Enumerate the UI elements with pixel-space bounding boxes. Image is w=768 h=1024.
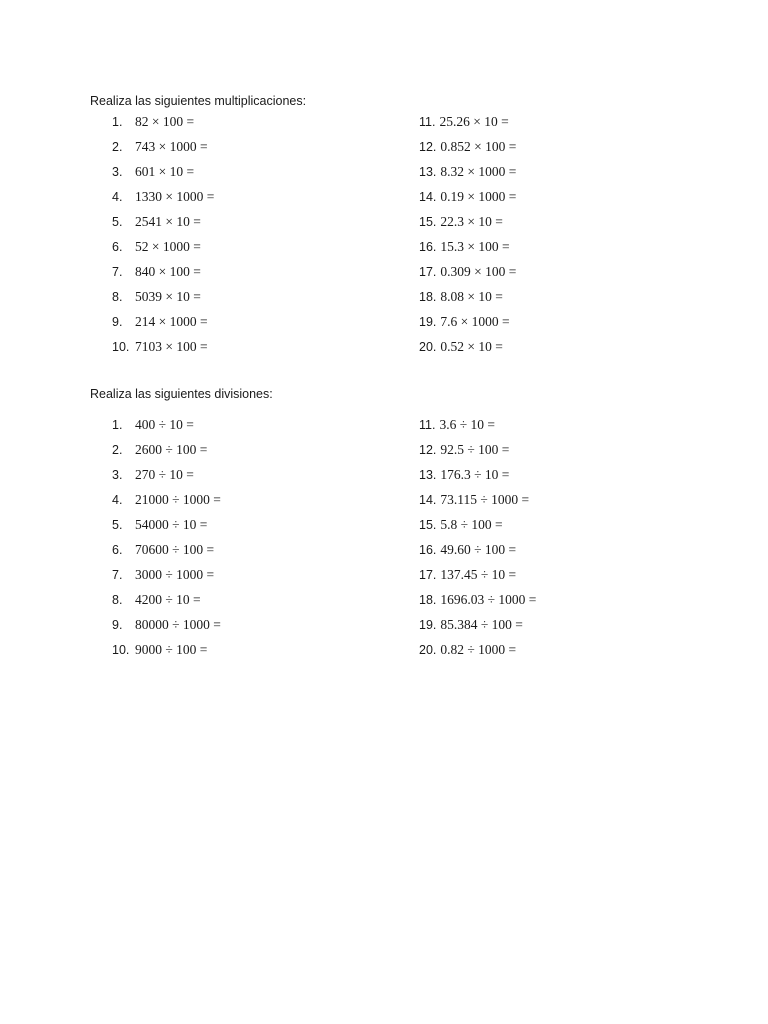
- exercise-number: 13.: [419, 164, 437, 179]
- exercise-item: [419, 412, 739, 437]
- exercise-item: [112, 412, 432, 437]
- exercise-expression: 49.60 ÷ 100 =: [440, 542, 517, 558]
- exercise-item: [419, 234, 739, 259]
- exercise-item: [112, 310, 432, 335]
- exercise-expression: 1330 × 1000 =: [135, 188, 215, 204]
- exercise-item: [112, 260, 432, 285]
- exercise-item: [419, 310, 739, 335]
- exercise-expression: 0.309 × 100 =: [440, 264, 517, 280]
- exercise-item: [112, 588, 432, 613]
- exercise-item: [419, 209, 739, 234]
- exercise-number: 8.: [112, 290, 123, 305]
- exercise-expression: 840 × 100 =: [135, 264, 201, 280]
- exercise-item: [112, 487, 432, 512]
- exercise-item: [419, 462, 739, 487]
- exercise-number: 13.: [419, 467, 437, 482]
- exercise-item: [112, 437, 432, 462]
- exercise-item: [419, 613, 739, 638]
- exercise-expression: 52 × 1000 =: [135, 239, 201, 255]
- exercise-item: [112, 159, 432, 184]
- exercise-number: 9.: [112, 315, 123, 330]
- exercise-expression: 3.6 ÷ 10 =: [439, 416, 495, 432]
- exercise-number: 14.: [419, 189, 437, 204]
- exercise-expression: 0.19 × 1000 =: [440, 188, 517, 204]
- exercise-number: 1.: [112, 114, 123, 129]
- exercise-item: [112, 209, 432, 234]
- exercise-item: [419, 109, 739, 134]
- exercise-number: 15.: [419, 517, 437, 532]
- exercise-expression: 0.52 × 10 =: [440, 339, 503, 355]
- exercise-number: 8.: [112, 593, 123, 608]
- exercise-expression: 1696.03 ÷ 1000 =: [440, 592, 537, 608]
- exercise-number: 18.: [419, 290, 437, 305]
- multiplications-heading: Realiza las siguientes multiplicaciones:: [90, 94, 307, 108]
- divisions-right-list: [419, 412, 739, 663]
- exercise-number: 12.: [419, 139, 437, 154]
- exercise-item: [419, 487, 739, 512]
- exercise-expression: 25.26 × 10 =: [439, 113, 509, 129]
- exercise-item: [112, 462, 432, 487]
- exercise-expression: 70600 ÷ 100 =: [135, 542, 215, 558]
- exercise-number: 7.: [112, 265, 123, 280]
- exercise-item: [419, 285, 739, 310]
- exercise-expression: 92.5 ÷ 100 =: [440, 441, 510, 457]
- exercise-expression: 5.8 ÷ 100 =: [440, 516, 503, 532]
- exercise-item: [112, 537, 432, 562]
- exercise-number: 6.: [112, 543, 123, 558]
- exercise-item: [112, 638, 432, 663]
- exercise-number: 4.: [112, 189, 123, 204]
- exercise-number: 16.: [419, 543, 437, 558]
- divisions-heading: Realiza las siguientes divisiones:: [90, 387, 273, 401]
- exercise-expression: 270 ÷ 10 =: [135, 466, 194, 482]
- exercise-expression: 22.3 × 10 =: [440, 213, 503, 229]
- exercise-expression: 601 × 10 =: [135, 163, 195, 179]
- exercise-number: 19.: [419, 315, 437, 330]
- exercise-item: [419, 159, 739, 184]
- exercise-item: [419, 638, 739, 663]
- exercise-number: 17.: [419, 265, 437, 280]
- exercise-expression: 2541 × 10 =: [135, 213, 201, 229]
- divisions-left-list: [112, 412, 432, 663]
- exercise-item: [112, 335, 432, 360]
- exercise-expression: 9000 ÷ 100 =: [135, 642, 208, 658]
- exercise-expression: 2600 ÷ 100 =: [135, 441, 208, 457]
- exercise-expression: 743 × 1000 =: [135, 138, 208, 154]
- exercise-item: [419, 134, 739, 159]
- exercise-item: [112, 109, 432, 134]
- exercise-item: [419, 260, 739, 285]
- exercise-expression: 176.3 ÷ 10 =: [440, 466, 510, 482]
- exercise-number: 20.: [419, 340, 437, 355]
- exercise-number: 11.: [419, 417, 436, 432]
- exercise-expression: 85.384 ÷ 100 =: [440, 617, 523, 633]
- exercise-expression: 137.45 ÷ 10 =: [440, 567, 517, 583]
- exercise-item: [419, 335, 739, 360]
- exercise-expression: 80000 ÷ 1000 =: [135, 617, 221, 633]
- exercise-number: 1.: [112, 417, 123, 432]
- exercise-number: 20.: [419, 643, 437, 658]
- exercise-number: 4.: [112, 492, 123, 507]
- exercise-expression: 0.852 × 100 =: [440, 138, 517, 154]
- exercise-number: 10.: [112, 340, 130, 355]
- exercise-number: 3.: [112, 164, 123, 179]
- exercise-item: [112, 613, 432, 638]
- exercise-item: [112, 134, 432, 159]
- exercise-number: 2.: [112, 442, 123, 457]
- exercise-item: [112, 234, 432, 259]
- exercise-item: [419, 588, 739, 613]
- exercise-expression: 214 × 1000 =: [135, 314, 208, 330]
- exercise-expression: 82 × 100 =: [135, 113, 195, 129]
- exercise-expression: 15.3 × 100 =: [440, 239, 510, 255]
- exercise-number: 17.: [419, 568, 437, 583]
- exercise-number: 9.: [112, 618, 123, 633]
- exercise-number: 3.: [112, 467, 123, 482]
- exercise-expression: 73.115 ÷ 1000 =: [440, 491, 530, 507]
- exercise-expression: 21000 ÷ 1000 =: [135, 491, 221, 507]
- exercise-expression: 400 ÷ 10 =: [135, 416, 194, 432]
- exercise-item: [419, 437, 739, 462]
- exercise-expression: 0.82 ÷ 1000 =: [440, 642, 517, 658]
- multiplications-left-list: [112, 109, 432, 360]
- exercise-item: [419, 512, 739, 537]
- exercise-expression: 5039 × 10 =: [135, 289, 201, 305]
- exercise-expression: 4200 ÷ 10 =: [135, 592, 201, 608]
- exercise-number: 11.: [419, 114, 436, 129]
- exercise-item: [112, 512, 432, 537]
- exercise-number: 14.: [419, 492, 437, 507]
- exercise-item: [112, 184, 432, 209]
- exercise-item: [419, 184, 739, 209]
- exercise-number: 18.: [419, 593, 437, 608]
- exercise-number: 7.: [112, 568, 123, 583]
- exercise-number: 12.: [419, 442, 437, 457]
- exercise-number: 5.: [112, 517, 123, 532]
- exercise-item: [419, 563, 739, 588]
- exercise-expression: 7103 × 100 =: [135, 339, 208, 355]
- exercise-number: 5.: [112, 214, 123, 229]
- exercise-expression: 8.08 × 10 =: [440, 289, 503, 305]
- exercise-expression: 54000 ÷ 10 =: [135, 516, 208, 532]
- exercise-number: 6.: [112, 240, 123, 255]
- exercise-number: 16.: [419, 240, 437, 255]
- exercise-item: [419, 537, 739, 562]
- exercise-number: 2.: [112, 139, 123, 154]
- multiplications-right-list: [419, 109, 739, 360]
- exercise-item: [112, 563, 432, 588]
- exercise-expression: 7.6 × 1000 =: [440, 314, 510, 330]
- exercise-number: 19.: [419, 618, 437, 633]
- exercise-expression: 8.32 × 1000 =: [440, 163, 517, 179]
- exercise-item: [112, 285, 432, 310]
- exercise-number: 15.: [419, 214, 437, 229]
- exercise-number: 10.: [112, 643, 130, 658]
- exercise-expression: 3000 ÷ 1000 =: [135, 567, 215, 583]
